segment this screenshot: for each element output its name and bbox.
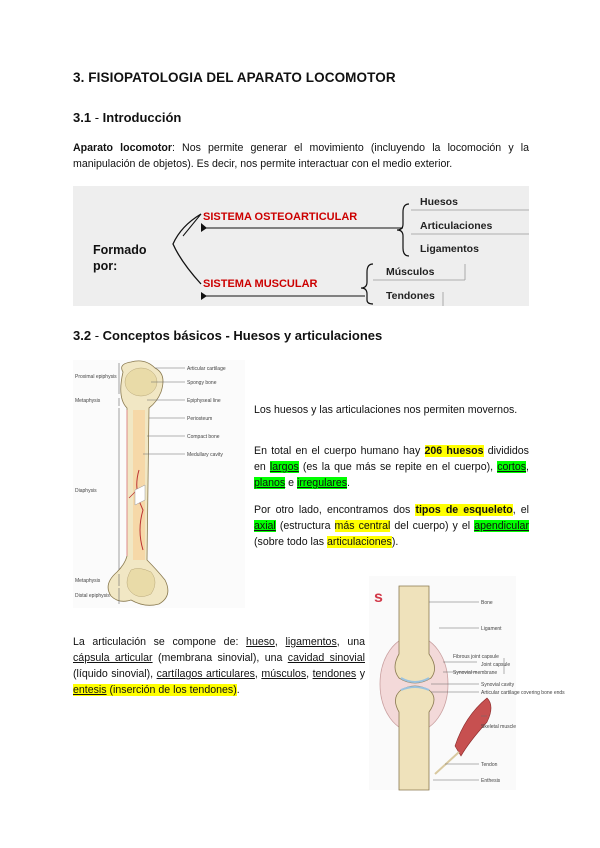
bone-label-metaphysis-top: Metaphysis [75,398,101,404]
bone-label-diaphysis: Diaphysis [75,488,97,494]
sistema-muscular: SISTEMA MUSCULAR [203,278,318,290]
intro-paragraph: Aparato locomotor: Nos permite generar el movimiento (incluyendo la locomoción y la manipulación de objetos). Es decir, nos permite interactuar con el medio exterior. [73,142,529,170]
item-articulaciones: Articulaciones [420,220,493,232]
section-heading-introduccion: 3.1 - Introducción [73,110,182,125]
paragraph-huesos-movernos: Los huesos y las articulaciones nos permiten movernos. [254,404,518,416]
long-bone-figure [73,360,245,608]
joint-label-synovial-membrane: Synovial membrane [453,670,498,676]
paragraph-206-huesos: En total en el cuerpo humano hay 206 huesos divididos en largos (es la que más se repite en el cuerpo), cortos, planos e irregulares. [254,445,529,489]
item-tendones: Tendones [386,290,435,302]
bone-label-articular-cartilage: Articular cartilage [187,366,226,372]
bone-label-medullary-cavity: Medullary cavity [187,452,223,458]
bone-label-periosteum: Periosteum [187,416,213,422]
bone-label-compact-bone: Compact bone [187,434,220,440]
page-title: 3. FISIOPATOLOGIA DEL APARATO LOCOMOTOR [73,70,396,85]
locomotor-diagram [73,186,529,306]
joint-label-joint-capsule: Joint capsule [481,662,511,668]
joint-label-articular-cartilage: Articular cartilage covering bone ends [481,690,565,696]
bone-label-proximal-epiphysis: Proximal epiphysis [75,374,117,380]
item-huesos: Huesos [420,196,458,208]
joint-label-tendon: Tendon [481,762,498,768]
joint-label-skeletal-muscle: Skeletal muscle [481,724,517,730]
long-bone-illustration [73,360,245,608]
paragraph-articulacion: La articulación se compone de: hueso, ligamentos, una cápsula articular (membrana sinovial), una cavidad sinovial (líquido sinovial), cartílagos articulares, músculos, tendones y entesis (inserción de los tendones). [73,636,366,696]
por-label: por: [93,259,118,273]
joint-label-bone: Bone [481,600,493,606]
joint-label-fibrous-capsule: Fibrous joint capsule [453,654,499,660]
synovial-joint-illustration [369,576,565,790]
bone-label-epiphyseal-line: Epiphyseal line [187,398,221,404]
joint-label-ligament: Ligament [481,626,502,632]
joint-label-enthesis: Enthesis [481,778,501,784]
section-heading-conceptos: 3.2 - Conceptos básicos - Huesos y articulaciones [73,328,383,343]
formado-label: Formado [93,243,147,257]
sistema-osteoarticular: SISTEMA OSTEOARTICULAR [203,211,358,223]
item-ligamentos: Ligamentos [420,243,479,255]
joint-figure [369,576,565,790]
item-musculos: Músculos [386,266,435,278]
joint-corner-letter: s [374,589,383,606]
bone-label-spongy-bone: Spongy bone [187,380,217,386]
bone-label-metaphysis-bottom: Metaphysis [75,578,101,584]
joint-label-synovial-cavity: Synovial cavity [481,682,515,688]
paragraph-tipos-esqueleto: Por otro lado, encontramos dos tipos de esqueleto, el axial (estructura más central del cuerpo) y el apendicular (sobre todo las articulaciones). [254,504,529,548]
bone-label-distal-epiphysis: Distal epiphysis [75,593,110,599]
